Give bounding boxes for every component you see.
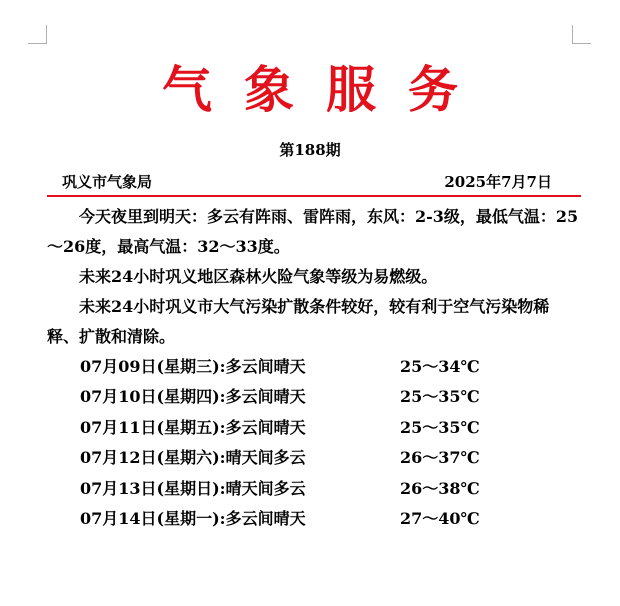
crop-mark-top-right: [572, 25, 591, 44]
forecast-list: [80, 352, 550, 534]
forecast-day: 07月10日(星期四):多云间晴天: [80, 387, 306, 407]
issue-date: 2025年7月7日: [444, 173, 552, 191]
forecast-row: [80, 382, 550, 412]
forecast-day: 07月09日(星期三):多云间晴天: [80, 357, 306, 376]
air-quality-paragraph: 未来24小时巩义市大气污染扩散条件较好，较有利于空气污染物稀释、扩散和清除。: [47, 297, 550, 346]
forecast-row: [80, 504, 550, 534]
forecast-temperature: 25～35℃: [400, 417, 480, 437]
issue-number: 第188期: [279, 141, 341, 159]
crop-mark-top-left: [28, 25, 47, 44]
forecast-temperature: 26～38℃: [400, 478, 480, 498]
weather-paragraph: 今天夜里到明天：多云有阵雨、雷阵雨，东风：2-3级，最低气温：25～26度，最高气温：32～33度。: [47, 207, 579, 256]
header-divider: [47, 195, 581, 197]
forecast-temperature: 26～37℃: [400, 448, 480, 468]
forecast-row: [80, 352, 550, 382]
forecast-row: [80, 474, 550, 504]
forecast-day: 07月12日(星期六):晴天间多云: [80, 448, 306, 468]
bulletin-body: [47, 202, 581, 352]
document-title: 气象服务: [162, 60, 490, 119]
forecast-temperature: 27～40℃: [400, 508, 480, 528]
forecast-row: [80, 443, 550, 473]
forecast-day: 07月14日(星期一):多云间晴天: [80, 508, 306, 528]
fire-risk-paragraph: 未来24小时巩义地区森林火险气象等级为易燃级。: [79, 267, 438, 286]
forecast-day: 07月11日(星期五):多云间晴天: [80, 417, 306, 437]
forecast-temperature: 25～35℃: [400, 387, 480, 407]
forecast-row: [80, 413, 550, 443]
issuing-organization: 巩义市气象局: [62, 173, 153, 191]
forecast-day: 07月13日(星期日):晴天间多云: [80, 478, 306, 498]
forecast-temperature: 25～34℃: [400, 357, 480, 376]
